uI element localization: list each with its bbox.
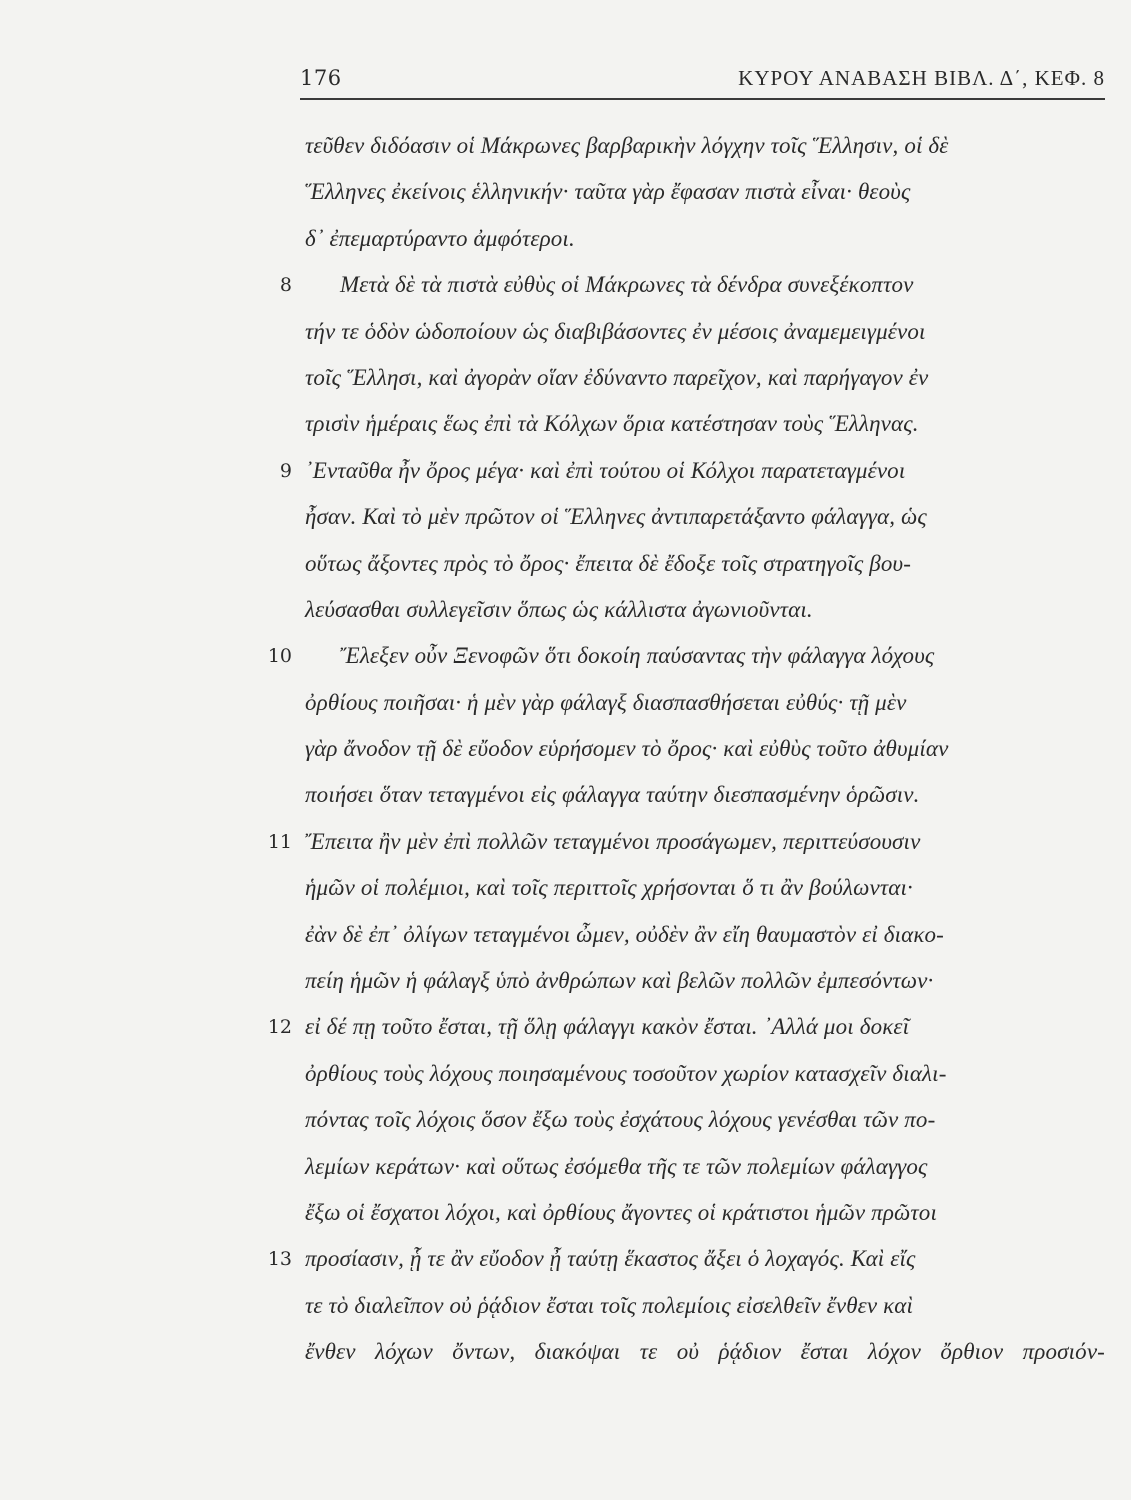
text-line bbox=[0, 587, 1131, 633]
line-text: τρισὶν ἡμέραις ἕως ἐπὶ τὰ Κόλχων ὅρια κατέστησαν τοὺς Ἕλληνας. bbox=[305, 411, 919, 437]
line-text: ἡμῶν οἱ πολέμιοι, καὶ τοῖς περιττοῖς χρήσονται ὅ τι ἂν βούλωνται· bbox=[305, 875, 913, 901]
line-text: Ἔλεξεν οὖν Ξενοφῶν ὅτι δοκοίη παύσαντας τὴν φάλαγγα λόχους bbox=[340, 643, 935, 669]
text-line bbox=[0, 355, 1131, 401]
text-line bbox=[0, 680, 1131, 726]
section-number: 9 bbox=[279, 459, 292, 482]
text-line bbox=[0, 633, 1131, 679]
line-text: ὀρθίους ποιῆσαι· ἡ μὲν γὰρ φάλαγξ διασπασθήσεται εὐθύς· τῇ μὲν bbox=[305, 689, 907, 715]
greek-text-body bbox=[0, 123, 1131, 1376]
text-line bbox=[0, 1097, 1131, 1143]
line-text: ᾿Ενταῦθα ἦν ὄρος μέγα· καὶ ἐπὶ τούτου οἱ Κόλχοι παρατεταγμένοι bbox=[305, 457, 906, 483]
line-text: ἦσαν. Καὶ τὸ μὲν πρῶτον οἱ Ἕλληνες ἀντιπαρετάξαντο φάλαγγα, ὡς bbox=[305, 504, 927, 530]
text-line bbox=[0, 865, 1131, 911]
section-number: 8 bbox=[279, 274, 292, 297]
text-line bbox=[0, 216, 1131, 262]
line-text: πόντας τοῖς λόχοις ὅσον ἔξω τοὺς ἐσχάτους λόχους γενέσθαι τῶν πο- bbox=[305, 1107, 936, 1133]
text-line bbox=[0, 772, 1131, 818]
line-text: λεμίων κεράτων· καὶ οὕτως ἐσόμεθα τῆς τε τῶν πολεμίων φάλαγγος bbox=[305, 1153, 928, 1179]
line-text: ὀρθίους τοὺς λόχους ποιησαμένους τοσοῦτον χωρίον κατασχεῖν διαλι- bbox=[305, 1060, 947, 1086]
section-number: 11 bbox=[267, 830, 292, 853]
page-number: 176 bbox=[300, 66, 342, 90]
text-line bbox=[0, 726, 1131, 772]
text-line bbox=[0, 123, 1131, 169]
text-line bbox=[0, 448, 1131, 494]
running-head: ΚΥΡΟΥ ΑΝΑΒΑΣΗ ΒΙΒΛ. Δ΄, ΚΕΦ. 8 bbox=[738, 66, 1105, 90]
text-line bbox=[0, 494, 1131, 540]
text-line bbox=[0, 819, 1131, 865]
text-line bbox=[0, 1283, 1131, 1329]
text-line bbox=[0, 401, 1131, 447]
line-text: τεῦθεν διδόασιν οἱ Μάκρωνες βαρβαρικὴν λόγχην τοῖς Ἕλλησιν, οἱ δὲ bbox=[305, 133, 949, 158]
text-line bbox=[0, 309, 1131, 355]
text-line bbox=[0, 262, 1131, 308]
line-text: εἰ δέ πῃ τοῦτο ἔσται, τῇ ὅλῃ φάλαγγι κακὸν ἔσται. ᾿Αλλά μοι δοκεῖ bbox=[305, 1014, 910, 1040]
line-text: οὕτως ἄξοντες πρὸς τὸ ὄρος· ἔπειτα δὲ ἔδοξε τοῖς στρατηγοῖς βου- bbox=[305, 550, 912, 576]
line-text: τε τὸ διαλεῖπον οὐ ῥᾴδιον ἔσται τοῖς πολεμίοις εἰσελθεῖν ἔνθεν καὶ bbox=[305, 1292, 914, 1318]
line-text: δ᾽ ἐπεμαρτύραντο ἀμφότεροι. bbox=[305, 225, 575, 251]
line-text: ἐὰν δὲ ἐπ᾽ ὀλίγων τεταγμένοι ὦμεν, οὐδὲν ἂν εἴη θαυμαστὸν εἰ διακο- bbox=[305, 921, 944, 947]
section-number: 12 bbox=[267, 1016, 292, 1039]
header-rule bbox=[300, 98, 1105, 100]
line-text: γὰρ ἄνοδον τῇ δὲ εὔοδον εὑρήσομεν τὸ ὄρος· καὶ εὐθὺς τοῦτο ἀθυμίαν bbox=[305, 736, 949, 762]
line-text: Μετὰ δὲ τὰ πιστὰ εὐθὺς οἱ Μάκρωνες τὰ δένδρα συνεξέκοπτον bbox=[340, 272, 914, 298]
text-line bbox=[0, 1051, 1131, 1097]
line-text: τοῖς Ἕλλησι, καὶ ἀγορὰν οἵαν ἐδύναντο παρεῖχον, καὶ παρήγαγον ἐν bbox=[305, 364, 929, 390]
text-line bbox=[0, 958, 1131, 1004]
text-line bbox=[0, 1236, 1131, 1282]
text-line bbox=[0, 1004, 1131, 1050]
section-number: 13 bbox=[267, 1248, 292, 1271]
text-line bbox=[0, 169, 1131, 215]
line-text: Ἔπειτα ἢν μὲν ἐπὶ πολλῶν τεταγμένοι προσάγωμεν, περιττεύσουσιν bbox=[305, 828, 921, 854]
line-text: Ἕλληνες ἐκείνοις ἑλληνικήν· ταῦτα γὰρ ἔφασαν πιστὰ εἶναι· θεοὺς bbox=[305, 179, 911, 205]
line-text: ποιήσει ὅταν τεταγμένοι εἰς φάλαγγα ταύτην διεσπασμένην ὁρῶσιν. bbox=[305, 782, 920, 808]
text-line bbox=[0, 912, 1131, 958]
line-text: λεύσασθαι συλλεγεῖσιν ὅπως ὡς κάλλιστα ἀγωνιοῦνται. bbox=[305, 596, 813, 622]
line-text: προσίασιν, ᾗ τε ἂν εὔοδον ᾖ ταύτῃ ἕκαστος ἄξει ὁ λοχαγός. Καὶ εἴς bbox=[305, 1246, 916, 1272]
text-line bbox=[0, 1329, 1131, 1375]
line-text: ἔξω οἱ ἔσχατοι λόχοι, καὶ ὀρθίους ἄγοντες οἱ κράτιστοι ἡμῶν πρῶτοι bbox=[305, 1199, 938, 1225]
text-line bbox=[0, 1144, 1131, 1190]
line-text: πείη ἡμῶν ἡ φάλαγξ ὑπὸ ἀνθρώπων καὶ βελῶν πολλῶν ἐμπεσόντων· bbox=[305, 968, 934, 994]
text-line bbox=[0, 541, 1131, 587]
text-line bbox=[0, 1190, 1131, 1236]
line-text: ἔνθεν λόχων ὄντων, διακόψαι τε οὐ ῥᾴδιον ἔσται λόχον ὄρθιον προσιόν- bbox=[305, 1339, 1105, 1365]
line-text: τήν τε ὁδὸν ὡδοποίουν ὡς διαβιβάσοντες ἐν μέσοις ἀναμεμειγμένοι bbox=[305, 318, 926, 344]
section-number: 10 bbox=[267, 645, 292, 668]
